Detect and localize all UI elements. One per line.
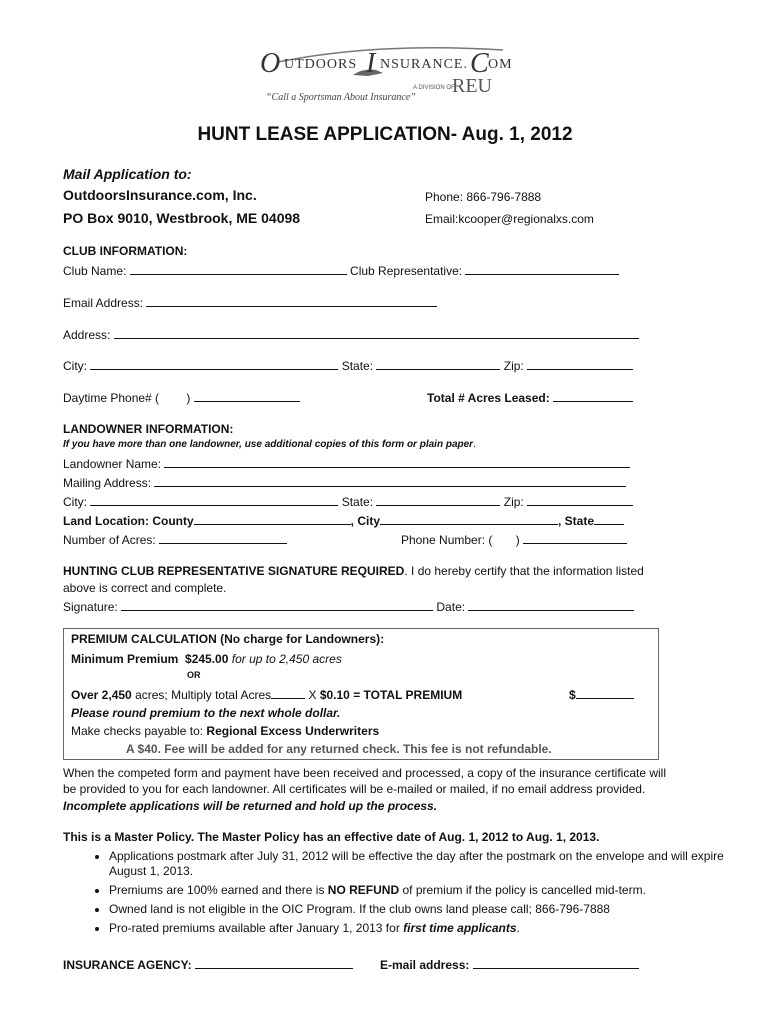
mail-email: Email:kcooper@regionalxs.com: [425, 212, 594, 226]
page-title: HUNT LEASE APPLICATION- Aug. 1, 2012: [197, 124, 573, 145]
landowner-name-label: Landowner Name:: [63, 457, 162, 471]
agency-email-row: [380, 957, 639, 972]
club-email-input[interactable]: [146, 295, 437, 307]
landowner-city-label: City:: [63, 495, 87, 509]
incomplete-warning: Incomplete applications will be returned and hold up the process.: [63, 799, 438, 813]
landowner-zip-input[interactable]: [527, 494, 633, 506]
landowner-acres-input[interactable]: [159, 532, 287, 544]
total-premium-row: [569, 687, 634, 702]
over-acres-rest: acres; Multiply total Acres: [135, 688, 272, 702]
signature-row: [63, 599, 634, 614]
premium-rate: $0.10 = TOTAL PREMIUM: [319, 688, 463, 702]
premium-heading: PREMIUM CALCULATION (No charge for Landowners):: [71, 632, 385, 646]
club-phone-close: ): [186, 391, 191, 405]
landowner-note-text: If you have more than one landowner, use additional copies of this form or plain paper: [63, 439, 474, 450]
minimum-premium-label: Minimum Premium: [71, 652, 179, 666]
landowner-city-row: [63, 494, 633, 509]
company-logo: [258, 40, 513, 110]
club-phone-input[interactable]: [194, 390, 300, 402]
prorated-text-c: .: [516, 921, 520, 935]
club-address-input[interactable]: [114, 327, 639, 339]
landowner-mailing-row: [63, 475, 626, 490]
club-city-row: [63, 358, 633, 373]
prorated-text-b: first time applicants: [403, 921, 517, 935]
land-county-input[interactable]: [194, 513, 351, 525]
mail-phone: Phone: 866-796-7888: [425, 190, 542, 204]
logo-division: A DIVISION OF: [413, 85, 455, 91]
minimum-premium-amount: $245.00: [185, 652, 229, 666]
landowner-phone-input[interactable]: [523, 532, 627, 544]
signature-required-label: HUNTING CLUB REPRESENTATIVE SIGNATURE REQUIRED: [63, 564, 405, 578]
logo-letter-o: O: [260, 48, 281, 79]
club-name-label: Club Name:: [63, 264, 127, 278]
total-acres-input[interactable]: [271, 687, 305, 699]
landowner-note: [63, 439, 476, 450]
signature-label: Signature:: [63, 600, 118, 614]
agency-email-label: E-mail address:: [380, 958, 470, 972]
minimum-premium-note: for up to 2,450 acres: [231, 652, 342, 666]
landowner-phone-row: [401, 532, 627, 547]
over-acres-label: Over 2,450: [71, 688, 132, 702]
refund-text-b: NO REFUND: [327, 883, 400, 897]
club-name-row: [63, 263, 619, 278]
landowner-state-input[interactable]: [376, 494, 500, 506]
landowner-acres-label: Number of Acres:: [63, 533, 156, 547]
landowner-state-label: State:: [341, 495, 374, 509]
mail-heading: Mail Application to:: [63, 166, 192, 182]
checks-payee: Regional Excess Underwriters: [206, 724, 380, 738]
landowner-zip-label: Zip:: [503, 495, 524, 509]
club-zip-label: Zip:: [503, 359, 524, 373]
mail-address: PO Box 9010, Westbrook, ME 04098: [63, 210, 301, 226]
policy-bullet-postmark: • Applications postmark after July 31, 2012 will be effective the day after the postmark on the envelope and will expire August 1, 2013.: [109, 849, 759, 879]
over-premium-row: [71, 687, 462, 702]
signature-certify-1: . I do hereby certify that the information listed: [404, 564, 644, 578]
club-city-input[interactable]: [90, 358, 338, 370]
land-state-label: , State: [558, 514, 595, 528]
policy-bullet-owned-land: • Owned land is not eligible in the OIC Program. If the club owns land please call; 866-796-7888: [109, 902, 759, 917]
landowner-name-input[interactable]: [164, 456, 630, 468]
refund-text-c: of premium if the policy is cancelled mid-term.: [402, 883, 646, 897]
agency-email-input[interactable]: [473, 957, 639, 969]
club-phone-label: Daytime Phone# (: [63, 391, 160, 405]
checks-payable-label: Make checks payable to:: [71, 724, 204, 738]
landowner-heading: LANDOWNER INFORMATION:: [63, 422, 234, 436]
club-address-label: Address:: [63, 328, 111, 342]
logo-reu: REU: [452, 75, 492, 97]
prorated-text-a: Pro-rated premiums available after January 1, 2013 for: [109, 921, 400, 935]
insurance-agency-input[interactable]: [195, 957, 353, 969]
policy-bullet-list: [63, 849, 759, 940]
landowner-phone-label: Phone Number: (: [401, 533, 493, 547]
signature-input[interactable]: [121, 599, 433, 611]
club-state-input[interactable]: [376, 358, 500, 370]
premium-or: OR: [187, 670, 201, 680]
logo-letter-i: I: [366, 48, 376, 79]
club-email-row: [63, 295, 437, 310]
land-location-label: Land Location: County: [63, 514, 194, 528]
club-email-label: Email Address:: [63, 296, 144, 310]
signature-required-row: [63, 564, 644, 578]
club-rep-input[interactable]: [465, 263, 619, 275]
policy-bullet-prorated: [109, 921, 759, 936]
land-city-input[interactable]: [380, 513, 558, 525]
refund-text-a: Premiums are 100% earned and there is: [109, 883, 325, 897]
club-acres-row: [427, 390, 633, 405]
land-city-label: , City: [350, 514, 380, 528]
logo-word-insurance: NSURANCE.: [380, 57, 468, 72]
club-phone-row: [63, 390, 300, 405]
landowner-note-end: .: [473, 439, 476, 450]
club-address-row: [63, 327, 639, 342]
club-name-input[interactable]: [130, 263, 347, 275]
land-location-row: [63, 513, 624, 528]
date-label: Date:: [436, 600, 466, 614]
mail-company: OutdoorsInsurance.com, Inc.: [63, 187, 257, 203]
minimum-premium-row: [71, 652, 342, 666]
master-policy-note: This is a Master Policy. The Master Policy has an effective date of Aug. 1, 2012 to Aug. 1, 2013.: [63, 830, 600, 844]
signature-certify-2: above is correct and complete.: [63, 581, 227, 595]
landowner-mailing-label: Mailing Address:: [63, 476, 152, 490]
club-acres-label: Total # Acres Leased:: [427, 391, 550, 405]
club-city-label: City:: [63, 359, 87, 373]
landowner-city-input[interactable]: [90, 494, 338, 506]
logo-tagline: “Call a Sportsman About Insurance”: [266, 92, 416, 103]
processing-line-1: When the competed form and payment have been received and processed, a copy of the insurance certificate will: [63, 766, 667, 780]
landowner-mailing-input[interactable]: [154, 475, 626, 487]
round-premium-note: Please round premium to the next whole dollar.: [71, 706, 341, 720]
club-state-label: State:: [341, 359, 374, 373]
date-input[interactable]: [468, 599, 634, 611]
logo-word-outdoors: UTDOORS: [284, 57, 358, 72]
club-rep-label: Club Representative:: [350, 264, 463, 278]
club-zip-input[interactable]: [527, 358, 633, 370]
insurance-agency-label: INSURANCE AGENCY:: [63, 958, 192, 972]
landowner-acres-row: [63, 532, 287, 547]
club-acres-input[interactable]: [553, 390, 633, 402]
total-premium-input[interactable]: [576, 687, 634, 699]
returned-check-fee-note: A $40. Fee will be added for any returned check. This fee is not refundable.: [126, 742, 552, 756]
land-state-input[interactable]: [594, 513, 624, 525]
landowner-name-row: [63, 456, 630, 471]
dollar-sign: $: [569, 688, 576, 702]
processing-line-2: be provided to you for each landowner. All certificates will be e-mailed or mailed, if no email address provided.: [63, 782, 646, 796]
logo-letter-c: C: [470, 48, 489, 79]
policy-bullet-refund: [109, 883, 759, 898]
checks-payable-row: [71, 724, 379, 738]
logo-word-com: OM: [488, 57, 513, 72]
landowner-phone-close: ): [515, 533, 520, 547]
insurance-agency-row: [63, 957, 353, 972]
multiply-x: X: [308, 688, 317, 702]
club-heading: CLUB INFORMATION:: [63, 244, 188, 258]
